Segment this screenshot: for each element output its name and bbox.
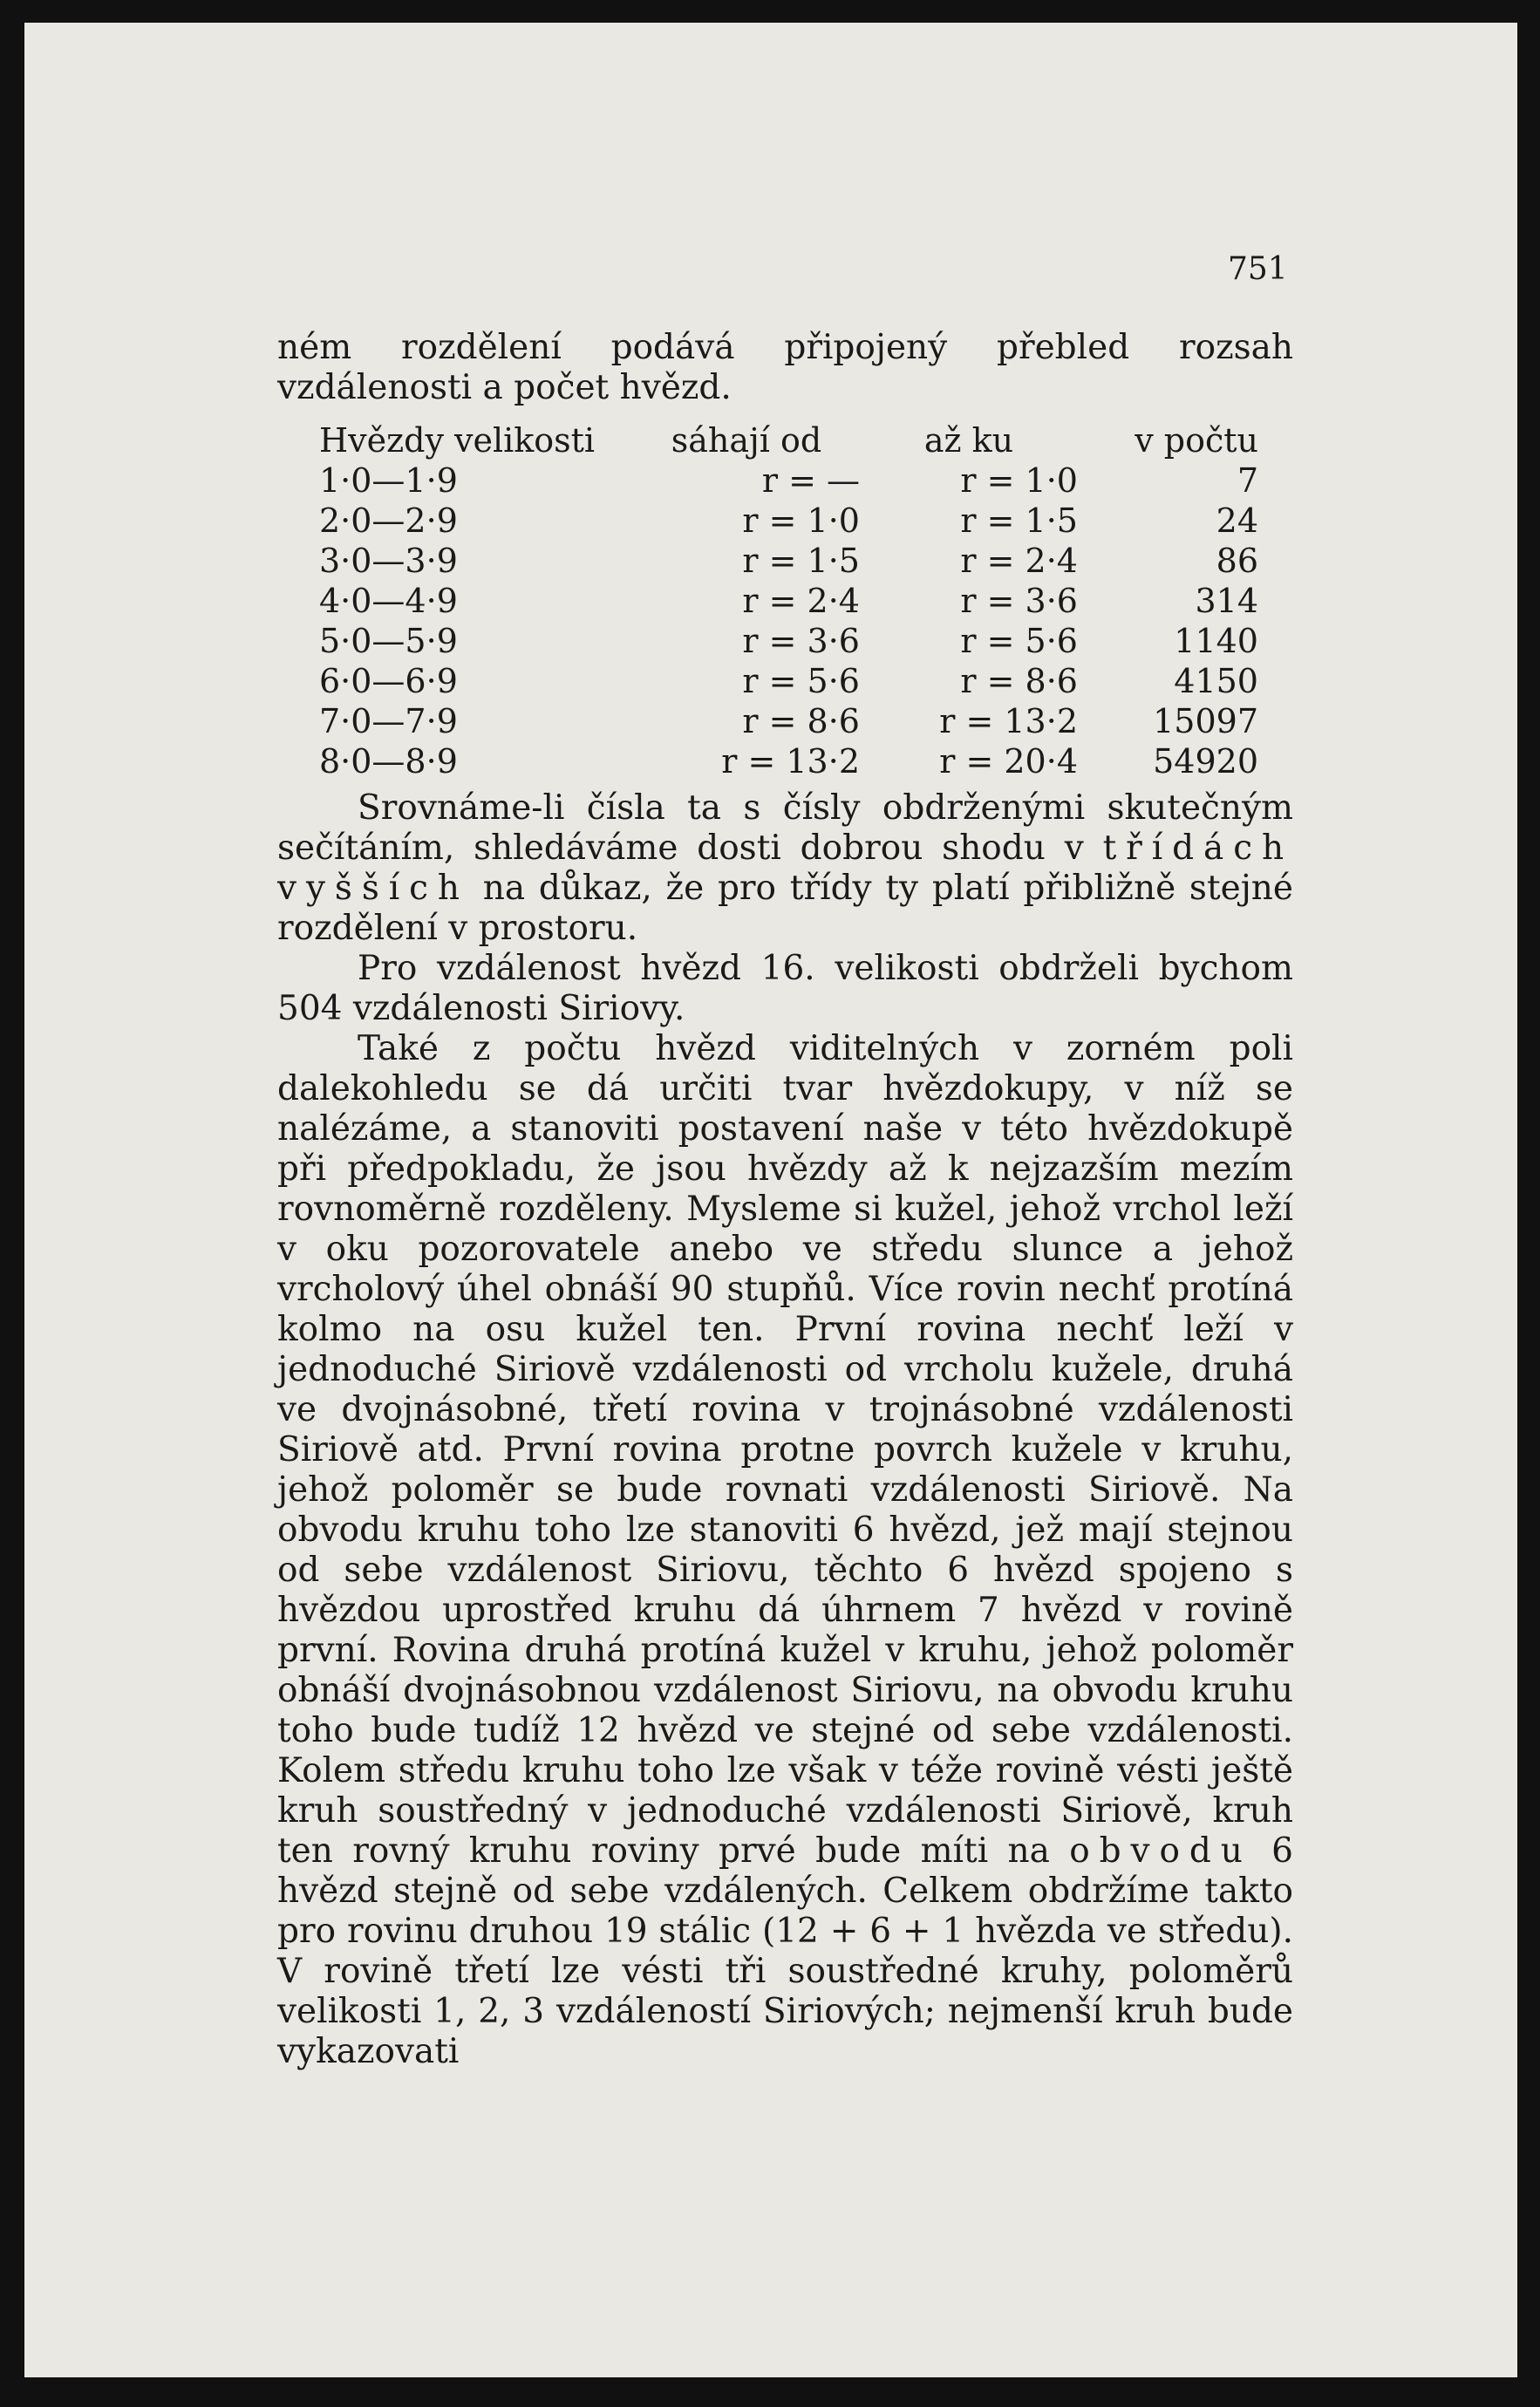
star-distance-table [277, 420, 1293, 781]
table-row [277, 501, 1293, 541]
cell-from: r = 13·2 [721, 742, 860, 781]
cell-from: r = 1·5 [742, 542, 860, 580]
spaced-emphasis: obvodu [1069, 1831, 1252, 1871]
cell-to: r = 3·6 [960, 582, 1078, 620]
cluster-text-a: Také z počtu hvězd viditelných v zorném poli dalekohledu se dá určiti tvar hvězdokupy, v níž se nalézáme, a stanoviti postavení naše v této hvězdokupě při předpokladu, že jsou hvězdy až k nejzazším mezím rovnoměrně rozděleny. Mysleme si kužel, jehož vrchol leží v oku pozorovatele anebo ve středu slunce a jehož vrcholový úhel obnáší 90 stupňů. Více rovin nechť protíná kolmo na osu kužel ten. První rovina nechť leží v jednoduché Siriově vzdálenosti od vrcholu kužele, druhá ve dvojnásobné, třetí rovina v trojnásobné vzdálenosti Siriově atd. První rovina protne povrch kužele v kruhu, jehož poloměr se bude rovnati vzdálenosti Siriově. Na obvodu kruhu toho lze stanoviti 6 hvězd, jež mají stejnou od sebe vzdálenost Siriovu, těchto 6 hvězd spojeno s hvězdou uprostřed kruhu dá úhrnem 7 hvězd v rovině první. Rovina druhá protíná kužel v kruhu, jehož poloměr obnáší dvojnásobnou vzdálenost Siriovu, na obvodu kruhu toho bude tudíž 12 hvězd ve stejné od sebe vzdálenosti. Kolem středu kruhu toho lze však v téže rovině vésti ještě kruh soustředný v jednoduché vzdálenosti Siriově, kruh ten rovný kruhu roviny prvé bude míti na [277, 1029, 1293, 1871]
cell-to: r = 8·6 [960, 662, 1078, 700]
cell-from: r = — [761, 461, 860, 500]
text-block [277, 328, 1293, 2072]
cell-from: r = 1·0 [742, 501, 860, 540]
header-from: sáhají od [671, 421, 822, 460]
cell-count: 314 [1195, 582, 1258, 620]
cell-count: 86 [1216, 542, 1258, 580]
table-row [277, 581, 1293, 621]
header-count: v počtu [1135, 421, 1258, 460]
cell-to: r = 2·4 [960, 542, 1078, 580]
header-magnitude: Hvězdy velikosti [319, 421, 596, 460]
intro-paragraph: ném rozdělení podává připojený přebled rozsah vzdálenosti a počet hvězd. [277, 328, 1293, 407]
comparison-text-a: Srovnáme-li čísla ta s čísly obdrženými skutečným sečítáním, shledáváme dosti dobrou shodu v [277, 788, 1293, 868]
cell-to: r = 1·5 [960, 501, 1078, 540]
table-row [277, 621, 1293, 661]
cell-to: r = 5·6 [960, 622, 1078, 660]
cell-magnitude: 4·0—4·9 [319, 582, 458, 620]
table-row [277, 661, 1293, 701]
cell-magnitude: 7·0—7·9 [319, 702, 458, 740]
cell-from: r = 3·6 [742, 622, 860, 660]
table-row [277, 460, 1293, 501]
comparison-text-b: na důkaz, že pro třídy ty platí přibližně stejné rozdělení v prostoru. [277, 869, 1293, 948]
table-row [277, 541, 1293, 581]
cell-count: 54920 [1153, 742, 1258, 781]
header-to: až ku [923, 421, 1014, 460]
cell-from: r = 5·6 [742, 662, 860, 700]
cell-to: r = 20·4 [939, 742, 1078, 781]
distance-paragraph: Pro vzdálenost hvězd 16. velikosti obdrželi bychom 504 vzdálenosti Siriovy. [277, 949, 1293, 1028]
cell-from: r = 8·6 [742, 702, 860, 740]
cell-count: 4150 [1174, 662, 1258, 700]
cell-count: 7 [1237, 461, 1258, 500]
table-row [277, 741, 1293, 781]
table-header-row [277, 420, 1293, 460]
cell-count: 24 [1216, 501, 1258, 540]
cell-magnitude: 5·0—5·9 [319, 622, 458, 660]
cell-magnitude: 1·0—1·9 [319, 461, 458, 500]
spaced-emphasis: třídách vyšších [277, 828, 1293, 908]
cell-count: 15097 [1153, 702, 1258, 740]
cell-to: r = 1·0 [960, 461, 1078, 500]
cell-from: r = 2·4 [742, 582, 860, 620]
cluster-paragraph [277, 1029, 1293, 2072]
cell-magnitude: 8·0—8·9 [319, 742, 458, 781]
cell-magnitude: 2·0—2·9 [319, 501, 458, 540]
page [24, 23, 1517, 2377]
cell-magnitude: 6·0—6·9 [319, 662, 458, 700]
cell-magnitude: 3·0—3·9 [319, 542, 458, 580]
cluster-text-b: 6 hvězd stejně od sebe vzdálených. Celkem obdržíme takto pro rovinu druhou 19 stálic (12 + 6 + 1 hvězda ve středu). V rovině třetí lze vésti tři soustředné kruhy, poloměrů velikosti 1, 2, 3 vzdáleností Siriových; nejmenší kruh bude vykazovati [277, 1831, 1293, 2071]
comparison-paragraph [277, 788, 1293, 949]
page-number: 751 [1228, 251, 1288, 287]
table-row [277, 701, 1293, 741]
cell-to: r = 13·2 [939, 702, 1078, 740]
cell-count: 1140 [1174, 622, 1258, 660]
